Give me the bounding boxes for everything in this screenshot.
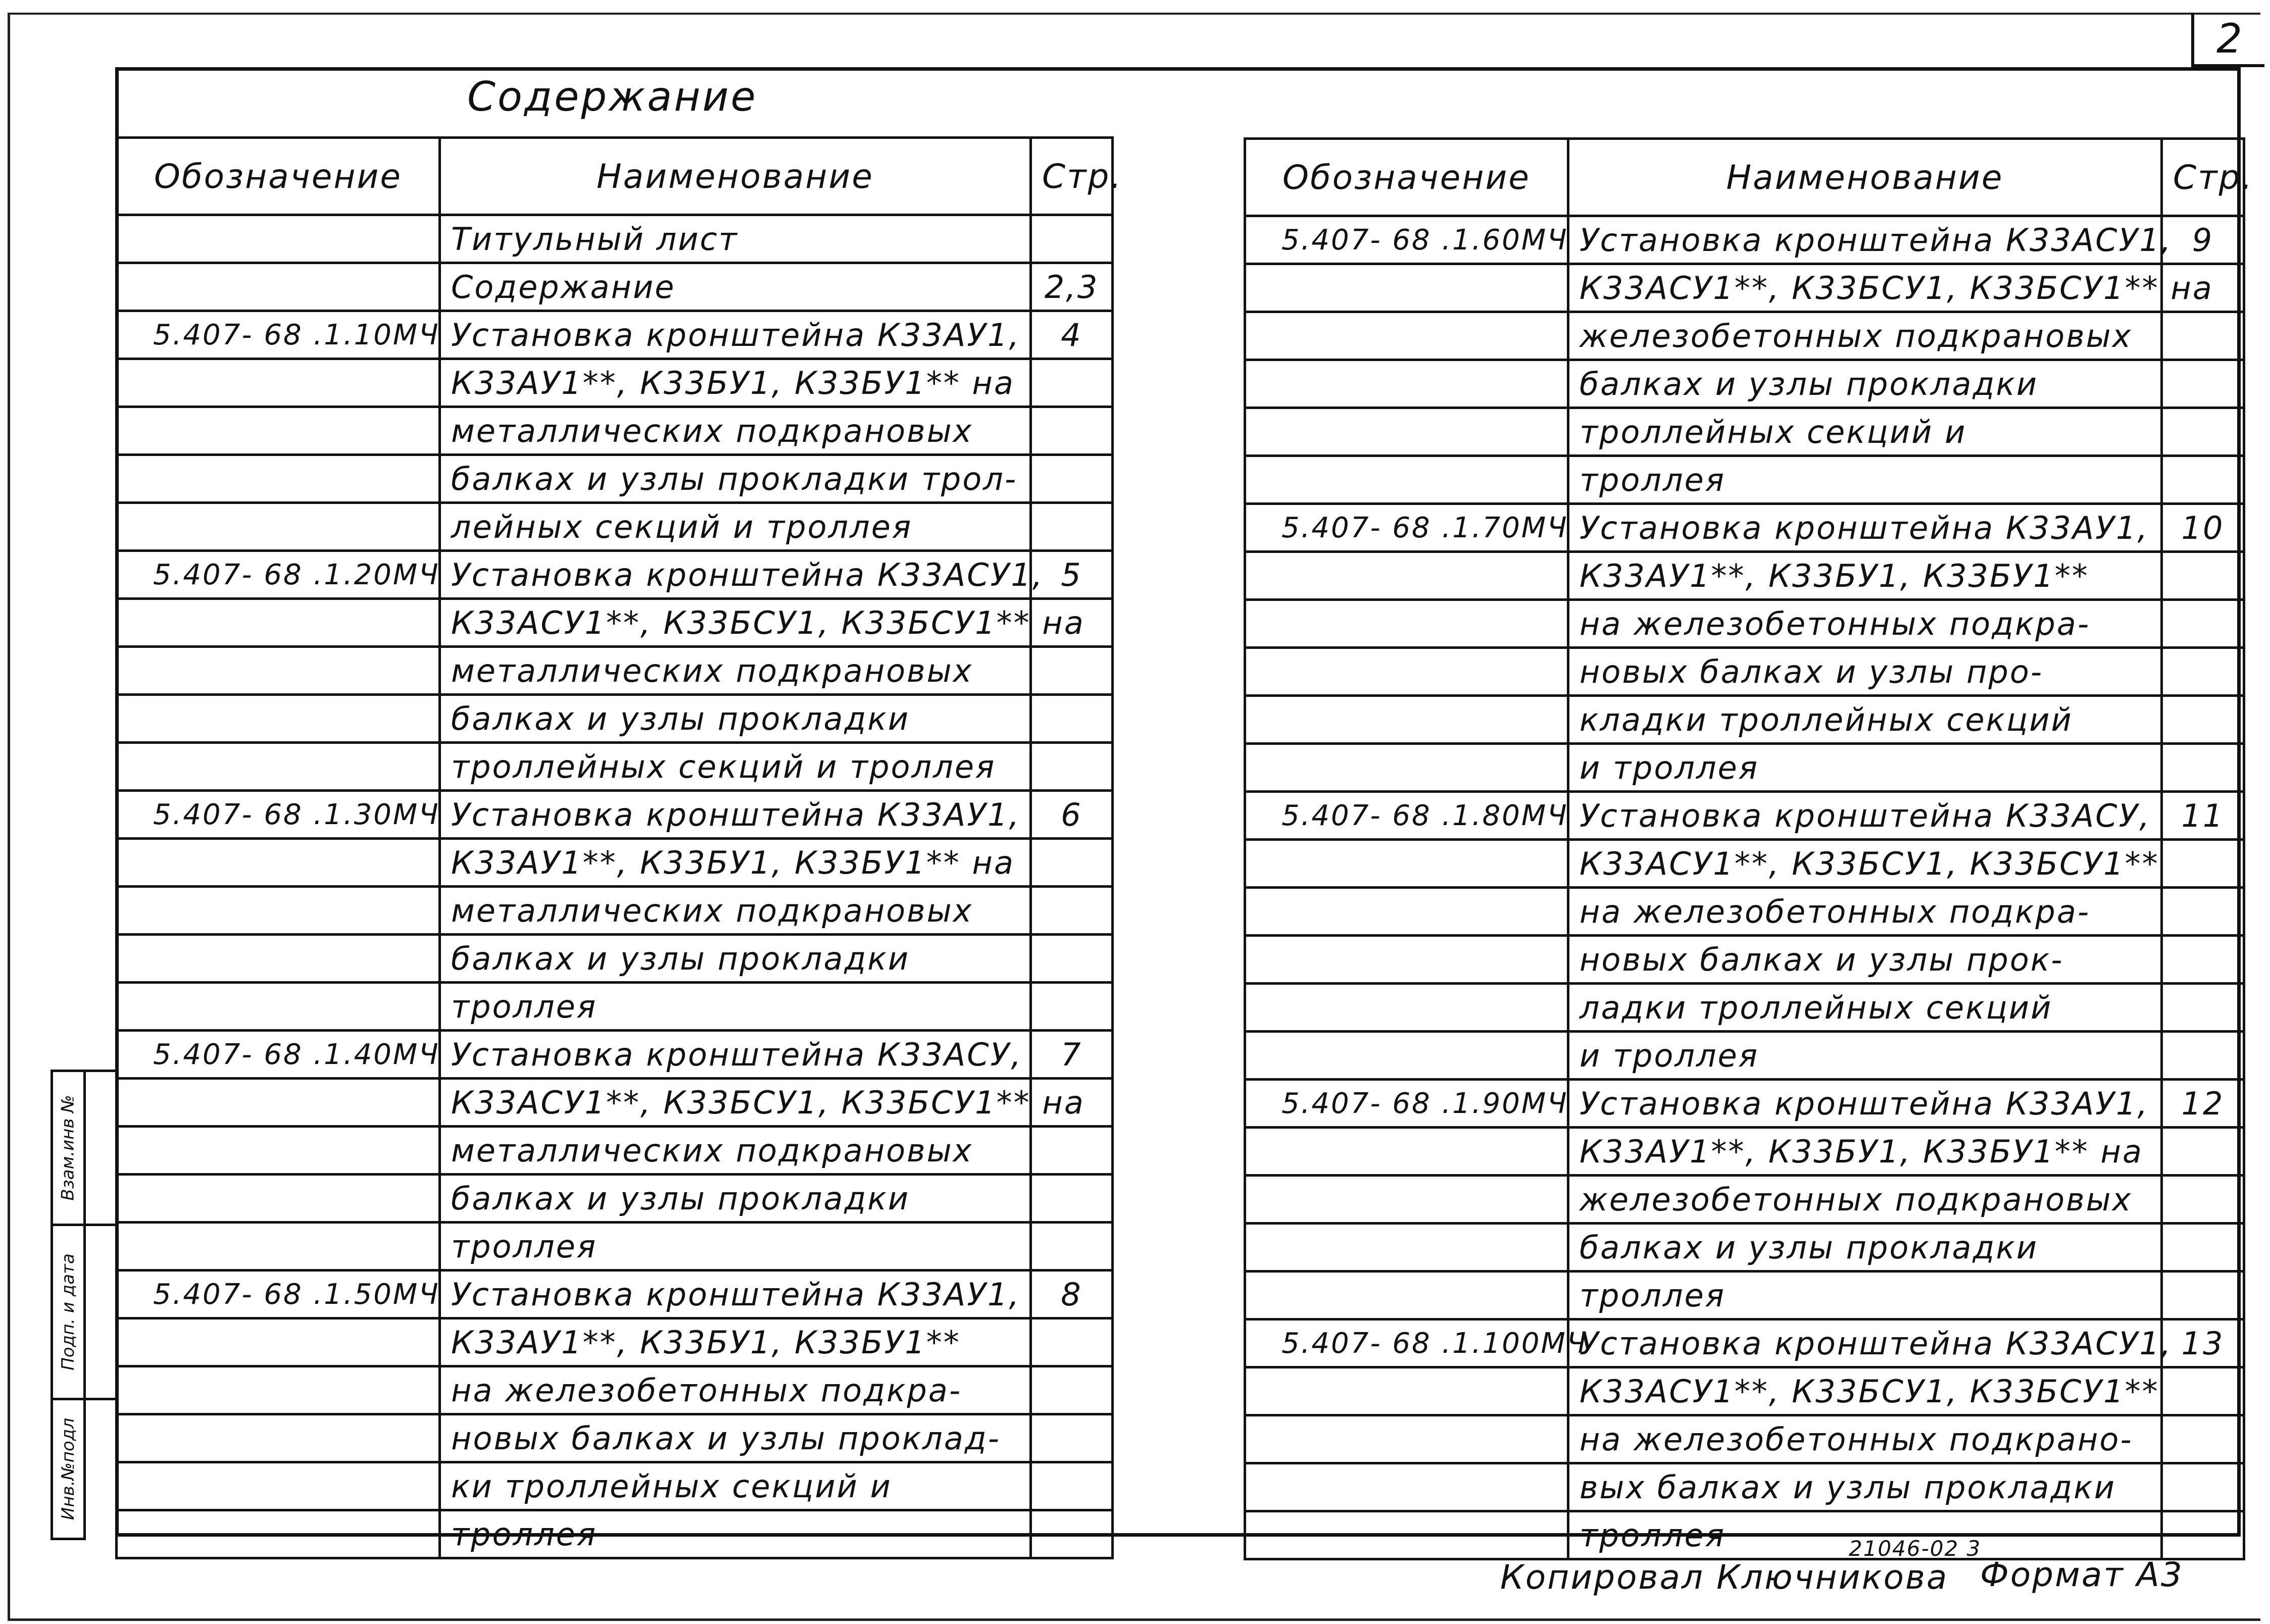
header-page: Стр. — [2162, 139, 2244, 216]
stamp-connector — [86, 1398, 117, 1400]
table-row — [1245, 936, 2244, 984]
table-row — [117, 743, 1113, 791]
header-page: Стр. — [1031, 138, 1113, 215]
name-cell: железобетонных подкрановых — [1568, 1176, 2162, 1224]
stamp-inv-orig-cell — [53, 1400, 83, 1538]
designation-cell: 5.407- 68 .1.100МЧ — [1245, 1320, 1568, 1367]
table-row — [1245, 840, 2244, 888]
page-cell — [2162, 1224, 2244, 1272]
designation-cell — [117, 647, 440, 695]
header-designation: Обозначение — [1245, 139, 1568, 216]
table-row — [117, 1510, 1113, 1558]
contents-table-left — [115, 136, 1123, 1559]
designation-cell — [117, 1462, 440, 1510]
page-cell: 4 — [1031, 311, 1113, 359]
table-row — [117, 1079, 1113, 1127]
table-row — [117, 407, 1113, 455]
page-cell — [2162, 1415, 2244, 1463]
page-cell — [1031, 839, 1113, 887]
name-cell: троллея — [440, 983, 1031, 1031]
name-cell: Установка кронштейна К33АУ1, — [1568, 1080, 2162, 1128]
page-cell — [1031, 887, 1113, 935]
name-cell: новых балках и узлы проклад- — [440, 1414, 1031, 1462]
table-row — [117, 263, 1113, 311]
sheet-number-box — [2191, 13, 2264, 67]
name-cell: ки троллейных секций и — [440, 1462, 1031, 1510]
name-cell: Установка кронштейна К33АУ1, — [440, 1271, 1031, 1318]
designation-cell — [117, 935, 440, 983]
designation-cell — [117, 743, 440, 791]
table-row — [1245, 1176, 2244, 1224]
table-row — [117, 1271, 1113, 1318]
name-cell: Установка кронштейна К33АСУ, — [1568, 792, 2162, 840]
page-cell — [1031, 1462, 1113, 1510]
page-cell — [1031, 1223, 1113, 1271]
table-row — [117, 791, 1113, 839]
page-cell — [2162, 1128, 2244, 1176]
designation-cell — [117, 1175, 440, 1223]
designation-cell: 5.407- 68 .1.60МЧ — [1245, 216, 1568, 264]
designation-cell — [117, 1318, 440, 1366]
name-cell: и троллея — [1568, 1032, 2162, 1080]
designation-cell: 5.407- 68 .1.70МЧ — [1245, 504, 1568, 552]
designation-cell — [1245, 696, 1568, 744]
name-cell: балках и узлы прокладки — [440, 1175, 1031, 1223]
page-cell — [2162, 1272, 2244, 1320]
name-cell: Установка кронштейна К33АСУ1, — [440, 551, 1031, 599]
name-cell: троллея — [1568, 1272, 2162, 1320]
page-cell — [1031, 695, 1113, 743]
stamp-sign-date-cell — [53, 1226, 83, 1400]
table-row — [117, 455, 1113, 503]
name-cell: Установка кронштейна К33АСУ1, — [1568, 216, 2162, 264]
page-cell — [1031, 743, 1113, 791]
name-cell: Содержание — [440, 263, 1031, 311]
name-cell: К33АУ1**, К33БУ1, К33БУ1** — [1568, 552, 2162, 600]
page-cell — [2162, 744, 2244, 792]
designation-cell — [117, 359, 440, 407]
designation-cell — [117, 455, 440, 503]
table-row — [1245, 216, 2244, 264]
name-cell: Установка кронштейна К33АУ1, — [1568, 504, 2162, 552]
table-row — [1245, 600, 2244, 648]
name-cell: новых балках и узлы про- — [1568, 648, 2162, 696]
name-cell: К33АУ1**, К33БУ1, К33БУ1** — [440, 1318, 1031, 1366]
name-cell: лейных секций и троллея — [440, 503, 1031, 551]
table-row — [117, 1366, 1113, 1414]
table-row — [117, 983, 1113, 1031]
name-cell: металлических подкрановых — [440, 647, 1031, 695]
page-cell — [2162, 696, 2244, 744]
page-cell: 6 — [1031, 791, 1113, 839]
name-cell: вых балках и узлы прокладки — [1568, 1463, 2162, 1511]
name-cell: троллейных секций и — [1568, 408, 2162, 456]
table-row — [117, 1127, 1113, 1175]
stamp-inv-orig: Инв.№подл — [58, 1417, 79, 1520]
page-cell — [1031, 1414, 1113, 1462]
table-row — [1245, 264, 2244, 312]
designation-cell — [117, 407, 440, 455]
designation-cell: 5.407- 68 .1.20МЧ — [117, 551, 440, 599]
designation-cell — [117, 839, 440, 887]
page-cell: 9 — [2162, 216, 2244, 264]
designation-cell: 5.407- 68 .1.40МЧ — [117, 1031, 440, 1079]
table-row — [1245, 504, 2244, 552]
name-cell: металлических подкрановых — [440, 407, 1031, 455]
page-cell: 13 — [2162, 1320, 2244, 1367]
name-cell: Установка кронштейна К33АСУ, — [440, 1031, 1031, 1079]
table-row — [117, 1223, 1113, 1271]
table-header-row — [1245, 139, 2244, 216]
page-cell — [2162, 456, 2244, 504]
designation-cell: 5.407- 68 .1.50МЧ — [117, 1271, 440, 1318]
designation-cell — [1245, 1224, 1568, 1272]
name-cell: К33АСУ1**, К33БСУ1, К33БСУ1** — [1568, 1367, 2162, 1415]
page-title: Содержание — [467, 73, 758, 120]
page-cell: 10 — [2162, 504, 2244, 552]
stamp-inv-replace-cell — [53, 1072, 83, 1226]
designation-cell — [1245, 1511, 1568, 1559]
table-row — [1245, 1080, 2244, 1128]
stamp-connector — [86, 1070, 117, 1072]
page-cell — [1031, 215, 1113, 263]
table-row — [117, 1175, 1113, 1223]
table-row — [117, 503, 1113, 551]
name-cell: К33АУ1**, К33БУ1, К33БУ1** на — [1568, 1128, 2162, 1176]
table-row — [1245, 312, 2244, 360]
table-row — [1245, 360, 2244, 408]
page-cell — [1031, 1366, 1113, 1414]
table-row — [1245, 1224, 2244, 1272]
name-cell: К33АСУ1**, К33БСУ1, К33БСУ1** на — [1568, 264, 2162, 312]
table-header-row — [117, 138, 1113, 215]
table-row — [1245, 696, 2244, 744]
designation-cell — [1245, 744, 1568, 792]
name-cell: на железобетонных подкрано- — [1568, 1415, 2162, 1463]
table-row — [1245, 1128, 2244, 1176]
table-row — [117, 695, 1113, 743]
name-cell: троллея — [440, 1223, 1031, 1271]
name-cell: К33АСУ1**, К33БСУ1, К33БСУ1** — [1568, 840, 2162, 888]
name-cell: на железобетонных подкра- — [1568, 600, 2162, 648]
designation-cell — [1245, 1367, 1568, 1415]
table-row — [117, 1462, 1113, 1510]
name-cell: троллейных секций и троллея — [440, 743, 1031, 791]
stamp-connector — [86, 1224, 117, 1226]
designation-cell — [117, 1510, 440, 1558]
page-cell — [1031, 1510, 1113, 1558]
table-row — [1245, 648, 2244, 696]
table-row — [1245, 1320, 2244, 1367]
table-row — [1245, 1415, 2244, 1463]
designation-cell — [1245, 1272, 1568, 1320]
page-cell — [1031, 455, 1113, 503]
page-cell: 7 — [1031, 1031, 1113, 1079]
page-cell — [2162, 888, 2244, 936]
page-cell — [2162, 600, 2244, 648]
table-row — [1245, 1463, 2244, 1511]
name-cell: металлических подкрановых — [440, 887, 1031, 935]
name-cell: Установка кронштейна К33АУ1, — [440, 311, 1031, 359]
table-row — [117, 551, 1113, 599]
designation-cell — [1245, 264, 1568, 312]
designation-cell — [117, 1223, 440, 1271]
header-name: Наименование — [440, 138, 1031, 215]
name-cell: троллея — [440, 1510, 1031, 1558]
name-cell: балках и узлы прокладки — [440, 935, 1031, 983]
designation-cell — [1245, 984, 1568, 1032]
designation-cell — [1245, 456, 1568, 504]
designation-cell — [117, 503, 440, 551]
designation-cell — [1245, 1415, 1568, 1463]
designation-cell — [117, 1414, 440, 1462]
page-cell — [1031, 647, 1113, 695]
page-cell — [2162, 1032, 2244, 1080]
table-row — [1245, 552, 2244, 600]
page-cell — [1031, 1318, 1113, 1366]
designation-cell — [1245, 1032, 1568, 1080]
page-cell — [2162, 936, 2244, 984]
page-cell — [2162, 1176, 2244, 1224]
page-cell — [1031, 359, 1113, 407]
designation-cell: 5.407- 68 .1.30МЧ — [117, 791, 440, 839]
name-cell: К33АУ1**, К33БУ1, К33БУ1** на — [440, 839, 1031, 887]
designation-cell: 5.407- 68 .1.10МЧ — [117, 311, 440, 359]
page-cell: 11 — [2162, 792, 2244, 840]
name-cell: Установка кронштейна К33АУ1, — [440, 791, 1031, 839]
page-cell: 5 — [1031, 551, 1113, 599]
designation-cell — [1245, 552, 1568, 600]
page-cell — [2162, 840, 2244, 888]
page-cell — [2162, 984, 2244, 1032]
page-cell — [1031, 407, 1113, 455]
name-cell: Титульный лист — [440, 215, 1031, 263]
page-cell: 2,3 — [1031, 263, 1113, 311]
stamp-sign-date: Подп. и дата — [58, 1253, 79, 1371]
designation-cell — [117, 887, 440, 935]
designation-cell: 5.407- 68 .1.80МЧ — [1245, 792, 1568, 840]
header-name: Наименование — [1568, 139, 2162, 216]
designation-cell — [1245, 840, 1568, 888]
page-cell: 12 — [2162, 1080, 2244, 1128]
table-row — [117, 1031, 1113, 1079]
designation-cell — [117, 1127, 440, 1175]
name-cell: кладки троллейных секций — [1568, 696, 2162, 744]
designation-cell — [1245, 888, 1568, 936]
table-row — [1245, 744, 2244, 792]
designation-cell — [1245, 648, 1568, 696]
table-row — [1245, 1367, 2244, 1415]
page-cell: 8 — [1031, 1271, 1113, 1318]
paper-format: Формат А3 — [1980, 1555, 2184, 1594]
name-cell: балках и узлы прокладки — [1568, 1224, 2162, 1272]
table-row — [1245, 1511, 2244, 1559]
table-row — [1245, 408, 2244, 456]
page-cell — [2162, 312, 2244, 360]
page-cell — [2162, 408, 2244, 456]
designation-cell — [1245, 1128, 1568, 1176]
table-row — [117, 599, 1113, 647]
table-row — [117, 359, 1113, 407]
designation-cell — [1245, 1463, 1568, 1511]
page-cell — [2162, 648, 2244, 696]
table-row — [1245, 1272, 2244, 1320]
name-cell: балках и узлы прокладки — [1568, 360, 2162, 408]
page-cell — [1031, 1127, 1113, 1175]
name-cell: К33АУ1**, К33БУ1, К33БУ1** на — [440, 359, 1031, 407]
table-row — [117, 887, 1113, 935]
page-cell — [2162, 552, 2244, 600]
designation-cell — [1245, 936, 1568, 984]
table-row — [117, 935, 1113, 983]
table-row — [1245, 456, 2244, 504]
table-row — [1245, 888, 2244, 936]
page-cell — [2162, 1367, 2244, 1415]
side-stamp — [51, 1070, 86, 1540]
designation-cell — [1245, 312, 1568, 360]
designation-cell — [117, 599, 440, 647]
page-cell — [1031, 503, 1113, 551]
page-cell — [2162, 1511, 2244, 1559]
page-cell — [2162, 360, 2244, 408]
stamp-inv-replace: Взам.инв № — [58, 1095, 79, 1201]
designation-cell — [1245, 360, 1568, 408]
name-cell: Установка кронштейна К33АСУ1, — [1568, 1320, 2162, 1367]
contents-table-right — [1244, 137, 2254, 1560]
page-cell — [1031, 983, 1113, 1031]
sheet-number: 2 — [2216, 15, 2242, 62]
designation-cell — [1245, 408, 1568, 456]
name-cell: на железобетонных подкра- — [440, 1366, 1031, 1414]
table-row — [1245, 984, 2244, 1032]
page-cell — [2162, 1463, 2244, 1511]
designation-cell — [1245, 600, 1568, 648]
name-cell: ладки троллейных секций — [1568, 984, 2162, 1032]
copied-by: Копировал Ключникова — [1500, 1558, 1949, 1597]
table-row — [117, 311, 1113, 359]
name-cell: К33АСУ1**, К33БСУ1, К33БСУ1** на — [440, 599, 1031, 647]
page-cell — [1031, 1175, 1113, 1223]
name-cell: балках и узлы прокладки — [440, 695, 1031, 743]
table-row — [1245, 1032, 2244, 1080]
designation-cell — [117, 1079, 440, 1127]
name-cell: на железобетонных подкра- — [1568, 888, 2162, 936]
designation-cell — [117, 1366, 440, 1414]
designation-cell — [1245, 1176, 1568, 1224]
name-cell: новых балках и узлы прок- — [1568, 936, 2162, 984]
designation-cell — [117, 263, 440, 311]
designation-cell — [117, 983, 440, 1031]
header-designation: Обозначение — [117, 138, 440, 215]
name-cell: троллея — [1568, 456, 2162, 504]
name-cell: металлических подкрановых — [440, 1127, 1031, 1175]
archive-code: 21046-02 3 — [1849, 1536, 1982, 1561]
table-row — [117, 1414, 1113, 1462]
table-row — [117, 839, 1113, 887]
name-cell: К33АСУ1**, К33БСУ1, К33БСУ1** на — [440, 1079, 1031, 1127]
table-row — [117, 1318, 1113, 1366]
name-cell: троллея — [1568, 1511, 2162, 1559]
page-cell — [1031, 935, 1113, 983]
name-cell: и троллея — [1568, 744, 2162, 792]
table-row — [117, 647, 1113, 695]
designation-cell: 5.407- 68 .1.90МЧ — [1245, 1080, 1568, 1128]
table-row — [117, 215, 1113, 263]
designation-cell — [117, 215, 440, 263]
designation-cell — [117, 695, 440, 743]
table-row — [1245, 792, 2244, 840]
name-cell: балках и узлы прокладки трол- — [440, 455, 1031, 503]
name-cell: железобетонных подкрановых — [1568, 312, 2162, 360]
